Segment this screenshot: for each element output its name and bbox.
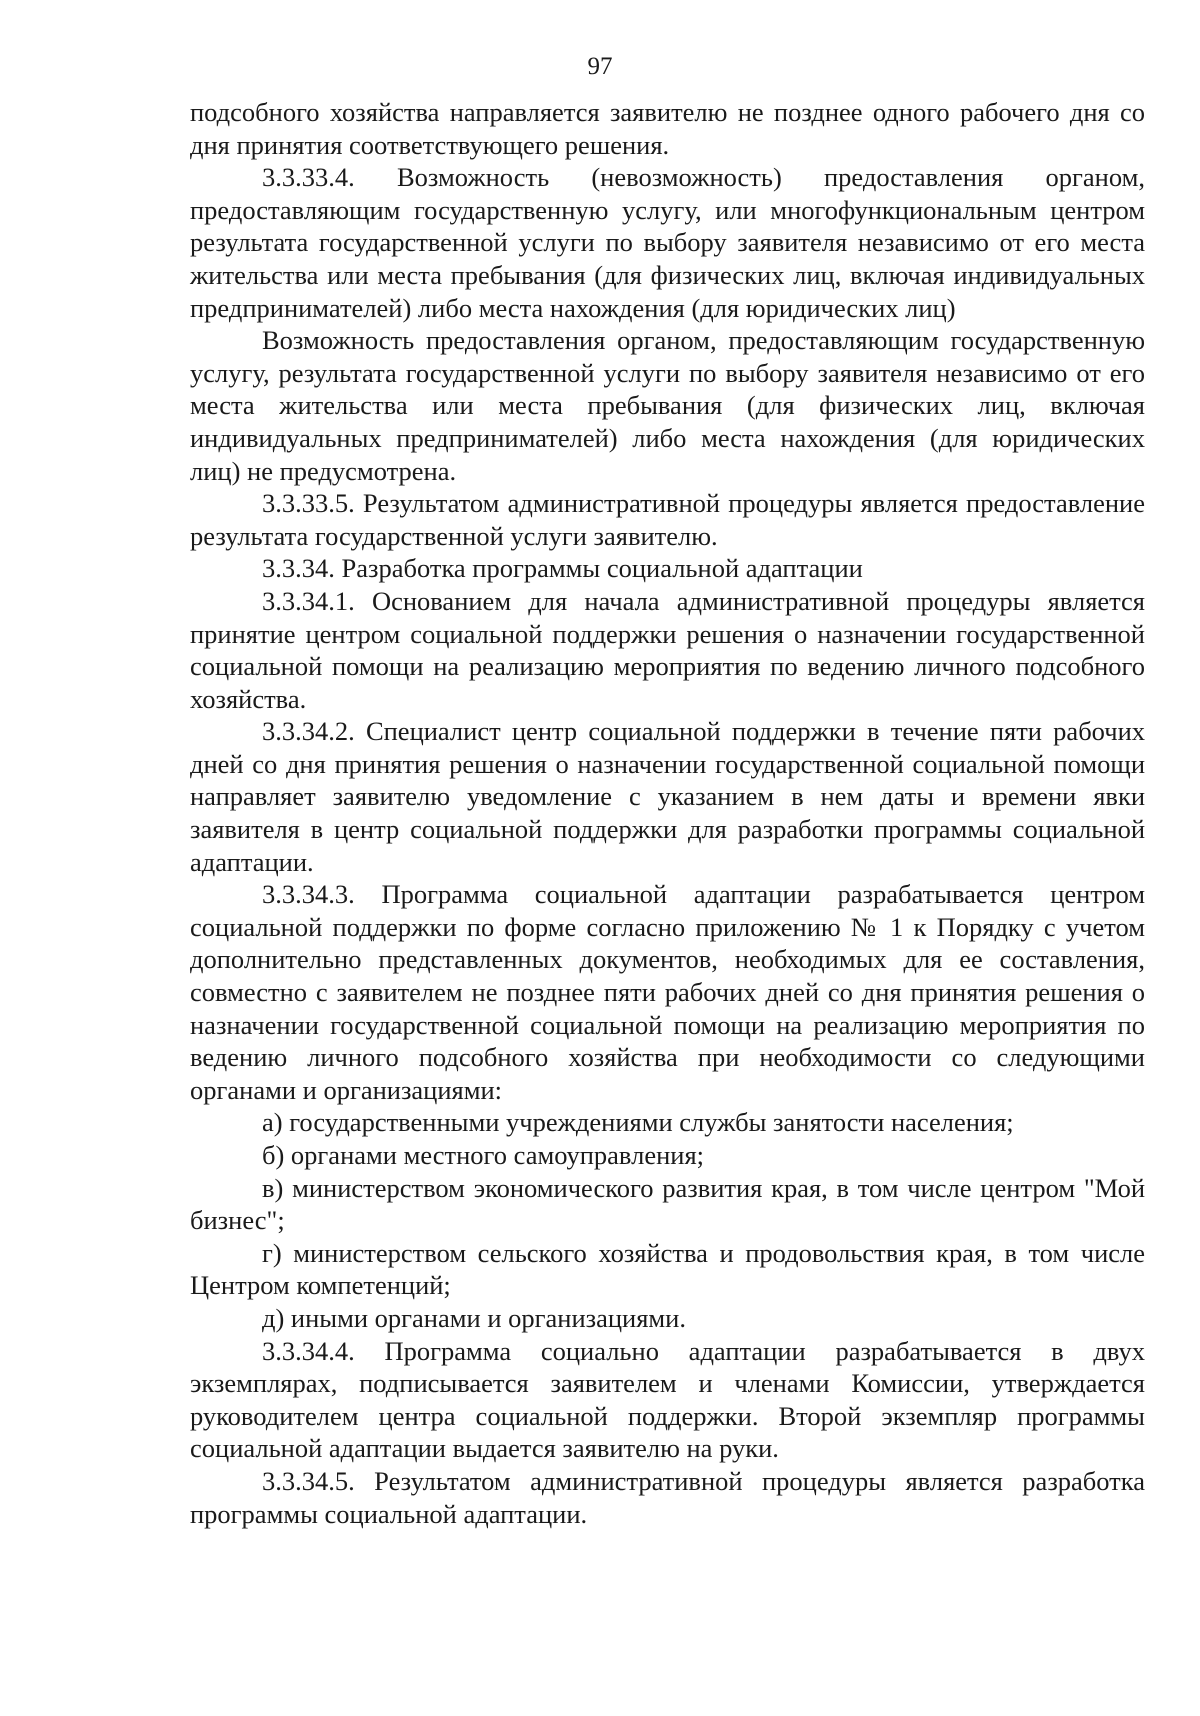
list-item-g: г) министерством сельского хозяйства и продовольствия края, в том числе Центром компетенций;	[190, 1237, 1145, 1301]
paragraph-3-3-34-4: 3.3.34.4. Программа социально адаптации разрабатывается в двух экземплярах, подписывается заявителем и членами Комиссии, утверждается руководителем центра социальной поддержки. Второй экземпляр программы социальной адаптации выдается заявителю на руки.	[190, 1335, 1145, 1464]
list-item-v: в) министерством экономического развития края, в том числе центром "Мой бизнес";	[190, 1172, 1145, 1236]
paragraph-3-3-34-1: 3.3.34.1. Основанием для начала административной процедуры является принятие центром социальной поддержки решения о назначении государственной социальной помощи на реализацию мероприятия по ведению личного подсобного хозяйства.	[190, 585, 1145, 714]
list-item-d: д) иными органами и организациями.	[262, 1302, 686, 1333]
paragraph-possibility-note: Возможность предоставления органом, предоставляющим государственную услугу, результата государственной услуги по выбору заявителя независимо от его места жительства или места пребывания (для физических лиц, включая индивидуальных предпринимателей) либо места нахождения (для юридических лиц) не предусмотрена.	[190, 325, 1145, 486]
paragraph-3-3-34-5: 3.3.34.5. Результатом административной процедуры является разработка программы социальной адаптации.	[190, 1465, 1145, 1529]
paragraph-3-3-33-5: 3.3.33.5. Результатом административной процедуры является предоставление результата государственной услуги заявителю.	[190, 488, 1145, 551]
paragraph-continuation: подсобного хозяйства направляется заявителю не позднее одного рабочего дня со дня принятия соответствующего решения.	[190, 97, 1145, 160]
paragraph-3-3-34-2: 3.3.34.2. Специалист центр социальной поддержки в течение пяти рабочих дней со дня принятия решения о назначении государственной социальной помощи направляет заявителю уведомление с указанием в нем даты и времени явки заявителя в центр социальной поддержки для разработки программы социальной адаптации.	[190, 716, 1145, 877]
document-body	[190, 96, 1145, 1530]
section-heading-3-3-34: 3.3.34. Разработка программы социальной адаптации	[262, 553, 863, 584]
list-item-a: а) государственными учреждениями службы занятости населения;	[262, 1107, 1014, 1138]
paragraph-3-3-34-3: 3.3.34.3. Программа социальной адаптации разрабатывается центром социальной поддержки по форме согласно приложению № 1 к Порядку с учетом дополнительно представленных документов, необходимых для ее составления, совместно с заявителем не позднее пяти рабочих дней со дня принятия решения о назначении государственной социальной помощи на реализацию мероприятия по ведению личного подсобного хозяйства при необходимости со следующими органами и организациями:	[190, 879, 1145, 1105]
paragraph-3-3-33-4: 3.3.33.4. Возможность (невозможность) предоставления органом, предоставляющим государственную услугу, или многофункциональным центром результата государственной услуги по выбору заявителя независимо от его места жительства или места пребывания (для физических лиц, включая индивидуальных предпринимателей) либо места нахождения (для юридических лиц)	[190, 162, 1145, 323]
page-number: 97	[587, 53, 613, 80]
list-item-b: б) органами местного самоуправления;	[262, 1140, 704, 1170]
